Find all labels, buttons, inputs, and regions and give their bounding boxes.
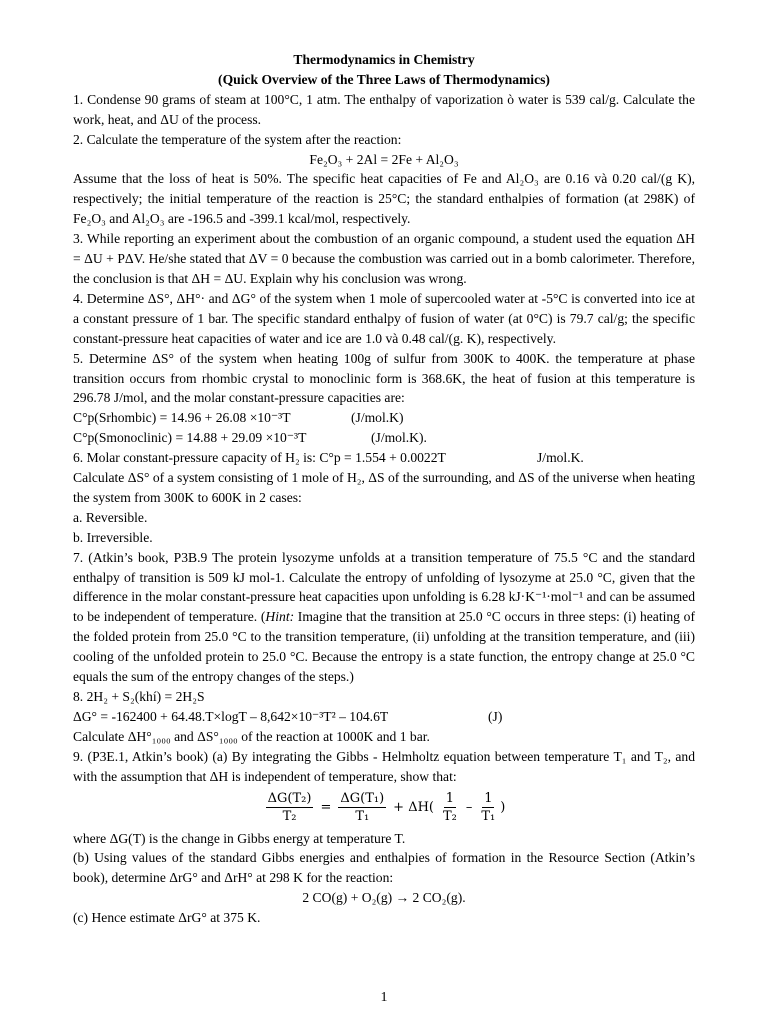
- question-1: 1. Condense 90 grams of steam at 100°C, 1 atm. The enthalpy of vaporization ò water is 539 cal/g. Calculate the work, heat, and ΔU of the process.: [73, 91, 695, 127]
- question-9-b: (b) Using values of the standard Gibbs energies and enthalpies of formation in the Resource Section (Atkin’s book), determine ΔrG° and ΔrH° at 298 K for the reaction:: [73, 850, 695, 886]
- question-2-equation: Fe₂O₃ + 2Al = 2Fe + Al₂O₃: [309, 151, 459, 167]
- question-2: 2. Calculate the temperature of the system after the reaction:: [73, 131, 402, 147]
- question-8-equation: ΔG° = -162400 + 64.48.T×logT – 8,642×10⁻³T² – 104.6T (J): [73, 708, 503, 724]
- question-6-body: Calculate ΔS° of a system consisting of 1 mole of H₂, ΔS of the surrounding, and ΔS of the universe when heating the system from 300K to 600K in 2 cases:: [73, 470, 695, 505]
- question-7: 7. (Atkin’s book, P3B.9 The protein lysozyme unfolds at a transition temperature of 75.5 °C and the standard enthalpy of transition is 509 kJ mol-1. Calculate the entropy of unfolding of lysozyme at 25.0 °C, given that the difference in the molar constant-pressure heat capacities upon unfolding is 6.28 kJ·K⁻¹·mol⁻¹ and can be assumed to be independent of temperature. (Hint: Imagine that the transition at 25.0 °C occurs in three steps: (i) heating of the folded protein from 25.0 °C to the transition temperature, (ii) unfolding at the transition temperature, and (iii) cooling of the unfolded protein to 25.0 °C. Because the entropy is a state function, the entropy change at 25.0 °C equals the sum of the entropy changes of the steps.): [73, 549, 695, 685]
- hint-label: Hint:: [265, 609, 295, 625]
- question-6: 6. Molar constant-pressure capacity of H₂ is: C°p = 1.554 + 0.0022T J/mol.K.: [73, 450, 584, 466]
- question-6-case-a: a. Reversible.: [73, 509, 148, 525]
- fraction-lhs: $\frac{\text{ΔG(T₂)}}{\text{T₂}}$: [267, 791, 312, 825]
- fraction-1-over-t1: $\frac{1}{\text{T₁}}$: [481, 791, 496, 825]
- question-8: 8. 2H₂ + S₂(khí) = 2H₂S: [73, 689, 205, 704]
- fraction-rhs: $\frac{\text{ΔG(T₁)}}{\text{T₁}}$: [340, 791, 385, 825]
- question-9-c: (c) Hence estimate ΔrG° at 375 K.: [73, 910, 261, 926]
- question-8-body: Calculate ΔH°₁₀₀₀ and ΔS°₁₀₀₀ of the reaction at 1000K and 1 bar.: [73, 728, 430, 744]
- question-5: 5. Determine ΔS° of the system when heating 100g of sulfur from 300K to 400K. the temperature at phase transition occurs from rhombic crystal to monoclinic form is 368.6K, the heat of fusion at this temperature is 296.78 J/mol, and the molar constant-pressure capacities are:: [73, 350, 695, 406]
- fraction-1-over-t2: $\frac{1}{\text{T₂}}$: [443, 791, 457, 825]
- question-2-body: Assume that the loss of heat is 50%. The specific heat capacities of Fe and Al₂O₃ are 0.16 và 0.20 cal/(g K), respectively; the initial temperature of the reaction is 25°C; the standard enthalpies of formation (at 298K) of Fe₂O₃ and Al₂O₃ are -196.5 and -399.1 kcal/mol, respectively.: [73, 171, 695, 227]
- question-9-a: 9. (P3E.1, Atkin’s book) (a) By integrating the Gibbs - Helmholtz equation between temperature T₁ and T₂, and with the assumption that ΔH is independent of temperature, show that:: [73, 748, 695, 784]
- question-6-case-b: b. Irreversible.: [73, 529, 153, 545]
- question-3: 3. While reporting an experiment about the combustion of an organic compound, a student used the equation ΔH = ΔU + PΔV. He/she stated that ΔV = 0 because the combustion was carried out in a bomb calorimeter. Therefore, the conclusion is that ΔH = ΔU. Explain why his conclusion was wrong.: [73, 231, 695, 286]
- doc-subtitle: (Quick Overview of the Three Laws of Thermodynamics): [218, 71, 550, 87]
- question-5-cp-monoclinic: C°p(Smonoclinic) = 14.88 + 29.09 ×10⁻³T (J/mol.K).: [73, 430, 427, 446]
- question-4: 4. Determine ΔS°, ΔH°· and ΔG° of the system when 1 mole of supercooled water at -5°C is converted into ice at a constant pressure of 1 bar. The specific standard enthalpy of fusion of water (at 0°C) is 79.7 cal/g; the specific constant-pressure heat capacities of water and ice are 1.0 và 0.48 cal/(g. K), respectively.: [73, 290, 695, 346]
- question-9-b-equation: 2 CO(g) + O₂(g) → 2 CO₂(g).: [302, 890, 466, 906]
- question-9-where: where ΔG(T) is the change in Gibbs energy at temperature T.: [73, 830, 406, 846]
- document-page: [73, 50, 695, 928]
- doc-title: Thermodynamics in Chemistry: [293, 52, 475, 67]
- gibbs-helmholtz-equation: $\frac{\text{ΔG(T₂)}}{\text{T₂}}$ = $\frac{\text{ΔG(T₁)}}{\text{T₁}}$ + ΔH( $\frac{1}{\text{T₂}}$ – $\frac{1}{\text{T₁}}$ ): [267, 791, 506, 825]
- question-5-cp-rhombic: C°p(Srhombic) = 14.96 + 26.08 ×10⁻³T (J/mol.K): [73, 410, 404, 426]
- page-number: 1: [380, 990, 388, 1005]
